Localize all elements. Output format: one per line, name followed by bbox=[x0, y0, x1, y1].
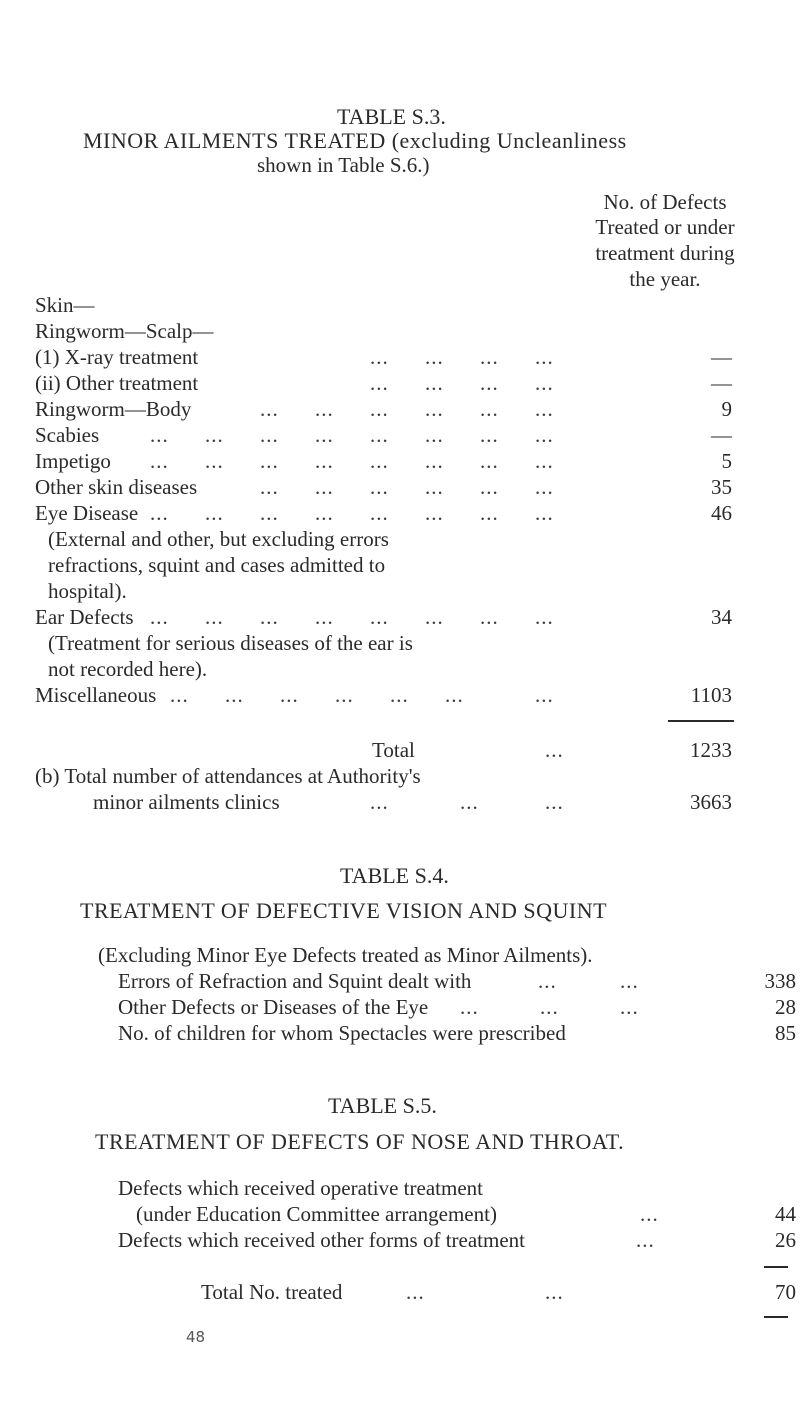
leader-dots: ... bbox=[425, 345, 444, 369]
leader-dots: ... bbox=[150, 501, 169, 525]
row-label: Ringworm—Body bbox=[35, 397, 192, 421]
eye-note-line: (External and other, but excluding errors bbox=[48, 527, 389, 551]
leader-dots: ... bbox=[260, 475, 279, 499]
row-label: Errors of Refraction and Squint dealt with bbox=[118, 969, 472, 993]
leader-dots: ... bbox=[535, 345, 554, 369]
leader-dots: ... bbox=[260, 605, 279, 629]
skin-heading: Skin— bbox=[35, 293, 95, 317]
row-value: — bbox=[711, 423, 732, 447]
leader-dots: ... bbox=[480, 345, 499, 369]
leader-dots: ... bbox=[370, 790, 389, 814]
row-label: Impetigo bbox=[35, 449, 111, 473]
leader-dots: ... bbox=[260, 449, 279, 473]
leader-dots: ... bbox=[425, 449, 444, 473]
leader-dots: ... bbox=[390, 683, 409, 707]
leader-dots: ... bbox=[480, 605, 499, 629]
row-label: (ii) Other treatment bbox=[35, 371, 199, 395]
leader-dots: ... bbox=[205, 605, 224, 629]
leader-dots: ... bbox=[480, 371, 499, 395]
leader-dots: ... bbox=[205, 501, 224, 525]
total-rule bbox=[668, 720, 734, 722]
leader-dots: ... bbox=[260, 397, 279, 421]
leader-dots: ... bbox=[260, 501, 279, 525]
leader-dots: ... bbox=[370, 371, 389, 395]
leader-dots: ... bbox=[620, 969, 639, 993]
leader-dots: ... bbox=[480, 475, 499, 499]
row-value: 1103 bbox=[690, 683, 732, 707]
leader-dots: ... bbox=[480, 501, 499, 525]
leader-dots: ... bbox=[535, 475, 554, 499]
row-label: (1) X-ray treatment bbox=[35, 345, 199, 369]
leader-dots: ... bbox=[280, 683, 299, 707]
leader-dots: ... bbox=[315, 605, 334, 629]
attendance-value: 3663 bbox=[690, 790, 732, 814]
ear-note-line: not recorded here). bbox=[48, 657, 208, 681]
table-s4-heading: TREATMENT OF DEFECTIVE VISION AND SQUINT bbox=[80, 898, 608, 923]
leader-dots: ... bbox=[460, 790, 479, 814]
table-s4-subheading: (Excluding Minor Eye Defects treated as Minor Ailments). bbox=[98, 943, 593, 967]
total-rule bbox=[764, 1316, 788, 1318]
leader-dots: ... bbox=[370, 449, 389, 473]
row-value: 44 bbox=[775, 1202, 796, 1226]
leader-dots: ... bbox=[225, 683, 244, 707]
column-header-line: treatment during bbox=[595, 241, 735, 265]
row-label: Scabies bbox=[35, 423, 100, 447]
leader-dots: ... bbox=[170, 683, 189, 707]
table-s5-heading: TREATMENT OF DEFECTS OF NOSE AND THROAT. bbox=[95, 1129, 625, 1154]
leader-dots: ... bbox=[535, 683, 554, 707]
leader-dots: ... bbox=[480, 397, 499, 421]
column-header-line: the year. bbox=[629, 267, 701, 291]
row-label: Miscellaneous bbox=[35, 683, 157, 707]
leader-dots: ... bbox=[480, 449, 499, 473]
leader-dots: ... bbox=[315, 449, 334, 473]
total-label: Total No. treated bbox=[201, 1280, 343, 1304]
row-label: Other Defects or Diseases of the Eye bbox=[118, 995, 429, 1019]
leader-dots: ... bbox=[445, 683, 464, 707]
leader-dots: ... bbox=[535, 423, 554, 447]
leader-dots: ... bbox=[150, 423, 169, 447]
table-s3-title: TABLE S.3. bbox=[337, 104, 446, 129]
row-value: 28 bbox=[775, 995, 796, 1019]
attendance-label: (b) Total number of attendances at Authority's bbox=[35, 764, 421, 788]
leader-dots: ... bbox=[370, 501, 389, 525]
leader-dots: ... bbox=[535, 397, 554, 421]
leader-dots: ... bbox=[370, 345, 389, 369]
row-value: 9 bbox=[721, 397, 732, 421]
leader-dots: ... bbox=[425, 501, 444, 525]
leader-dots: ... bbox=[315, 423, 334, 447]
table-s3-subheading: shown in Table S.6.) bbox=[257, 153, 430, 177]
table-s5-title: TABLE S.5. bbox=[328, 1093, 437, 1118]
row-value: 85 bbox=[775, 1021, 796, 1045]
leader-dots: ... bbox=[535, 605, 554, 629]
leader-dots: ... bbox=[370, 423, 389, 447]
row-label: Defects which received operative treatment bbox=[118, 1176, 483, 1200]
leader-dots: ... bbox=[545, 1280, 564, 1304]
leader-dots: ... bbox=[425, 371, 444, 395]
table-s4-title: TABLE S.4. bbox=[340, 863, 449, 888]
leader-dots: ... bbox=[480, 423, 499, 447]
row-label: Other skin diseases bbox=[35, 475, 198, 499]
leader-dots: ... bbox=[205, 449, 224, 473]
leader-dots: ... bbox=[545, 738, 564, 762]
total-rule bbox=[764, 1266, 788, 1268]
total-value: 70 bbox=[775, 1280, 796, 1304]
leader-dots: ... bbox=[640, 1202, 659, 1226]
column-header-line: Treated or under bbox=[595, 215, 735, 239]
leader-dots: ... bbox=[260, 423, 279, 447]
ear-note-line: (Treatment for serious diseases of the ear is bbox=[48, 631, 413, 655]
leader-dots: ... bbox=[150, 449, 169, 473]
row-label: Defects which received other forms of treatment bbox=[118, 1228, 525, 1252]
leader-dots: ... bbox=[315, 397, 334, 421]
leader-dots: ... bbox=[335, 683, 354, 707]
leader-dots: ... bbox=[636, 1228, 655, 1252]
leader-dots: ... bbox=[370, 397, 389, 421]
table-s3-heading: MINOR AILMENTS TREATED (excluding Uncleanliness bbox=[83, 128, 627, 153]
leader-dots: ... bbox=[406, 1280, 425, 1304]
leader-dots: ... bbox=[460, 995, 479, 1019]
attendance-label: minor ailments clinics bbox=[93, 790, 280, 814]
leader-dots: ... bbox=[315, 475, 334, 499]
row-value: 34 bbox=[711, 605, 732, 629]
leader-dots: ... bbox=[538, 969, 557, 993]
total-label: Total bbox=[372, 738, 415, 762]
row-value: 338 bbox=[764, 969, 796, 993]
row-value: 46 bbox=[711, 501, 732, 525]
ringworm-scalp-heading: Ringworm—Scalp— bbox=[35, 319, 214, 343]
leader-dots: ... bbox=[315, 501, 334, 525]
leader-dots: ... bbox=[425, 397, 444, 421]
leader-dots: ... bbox=[535, 449, 554, 473]
leader-dots: ... bbox=[545, 790, 564, 814]
leader-dots: ... bbox=[370, 605, 389, 629]
row-label: (under Education Committee arrangement) bbox=[136, 1202, 497, 1226]
row-label: Ear Defects bbox=[35, 605, 134, 629]
leader-dots: ... bbox=[425, 423, 444, 447]
row-value: — bbox=[711, 345, 732, 369]
row-value: 26 bbox=[775, 1228, 796, 1252]
eye-note-line: hospital). bbox=[48, 579, 127, 603]
row-value: 5 bbox=[721, 449, 732, 473]
column-header-line: No. of Defects bbox=[603, 190, 727, 214]
leader-dots: ... bbox=[535, 501, 554, 525]
leader-dots: ... bbox=[540, 995, 559, 1019]
row-value: — bbox=[711, 371, 732, 395]
row-label: No. of children for whom Spectacles were prescribed bbox=[118, 1021, 566, 1045]
page-number: 48 bbox=[186, 1328, 206, 1346]
leader-dots: ... bbox=[425, 475, 444, 499]
row-label: Eye Disease bbox=[35, 501, 139, 525]
leader-dots: ... bbox=[205, 423, 224, 447]
leader-dots: ... bbox=[370, 475, 389, 499]
total-value: 1233 bbox=[690, 738, 732, 762]
leader-dots: ... bbox=[150, 605, 169, 629]
row-value: 35 bbox=[711, 475, 732, 499]
leader-dots: ... bbox=[425, 605, 444, 629]
leader-dots: ... bbox=[620, 995, 639, 1019]
eye-note-line: refractions, squint and cases admitted to bbox=[48, 553, 386, 577]
leader-dots: ... bbox=[535, 371, 554, 395]
